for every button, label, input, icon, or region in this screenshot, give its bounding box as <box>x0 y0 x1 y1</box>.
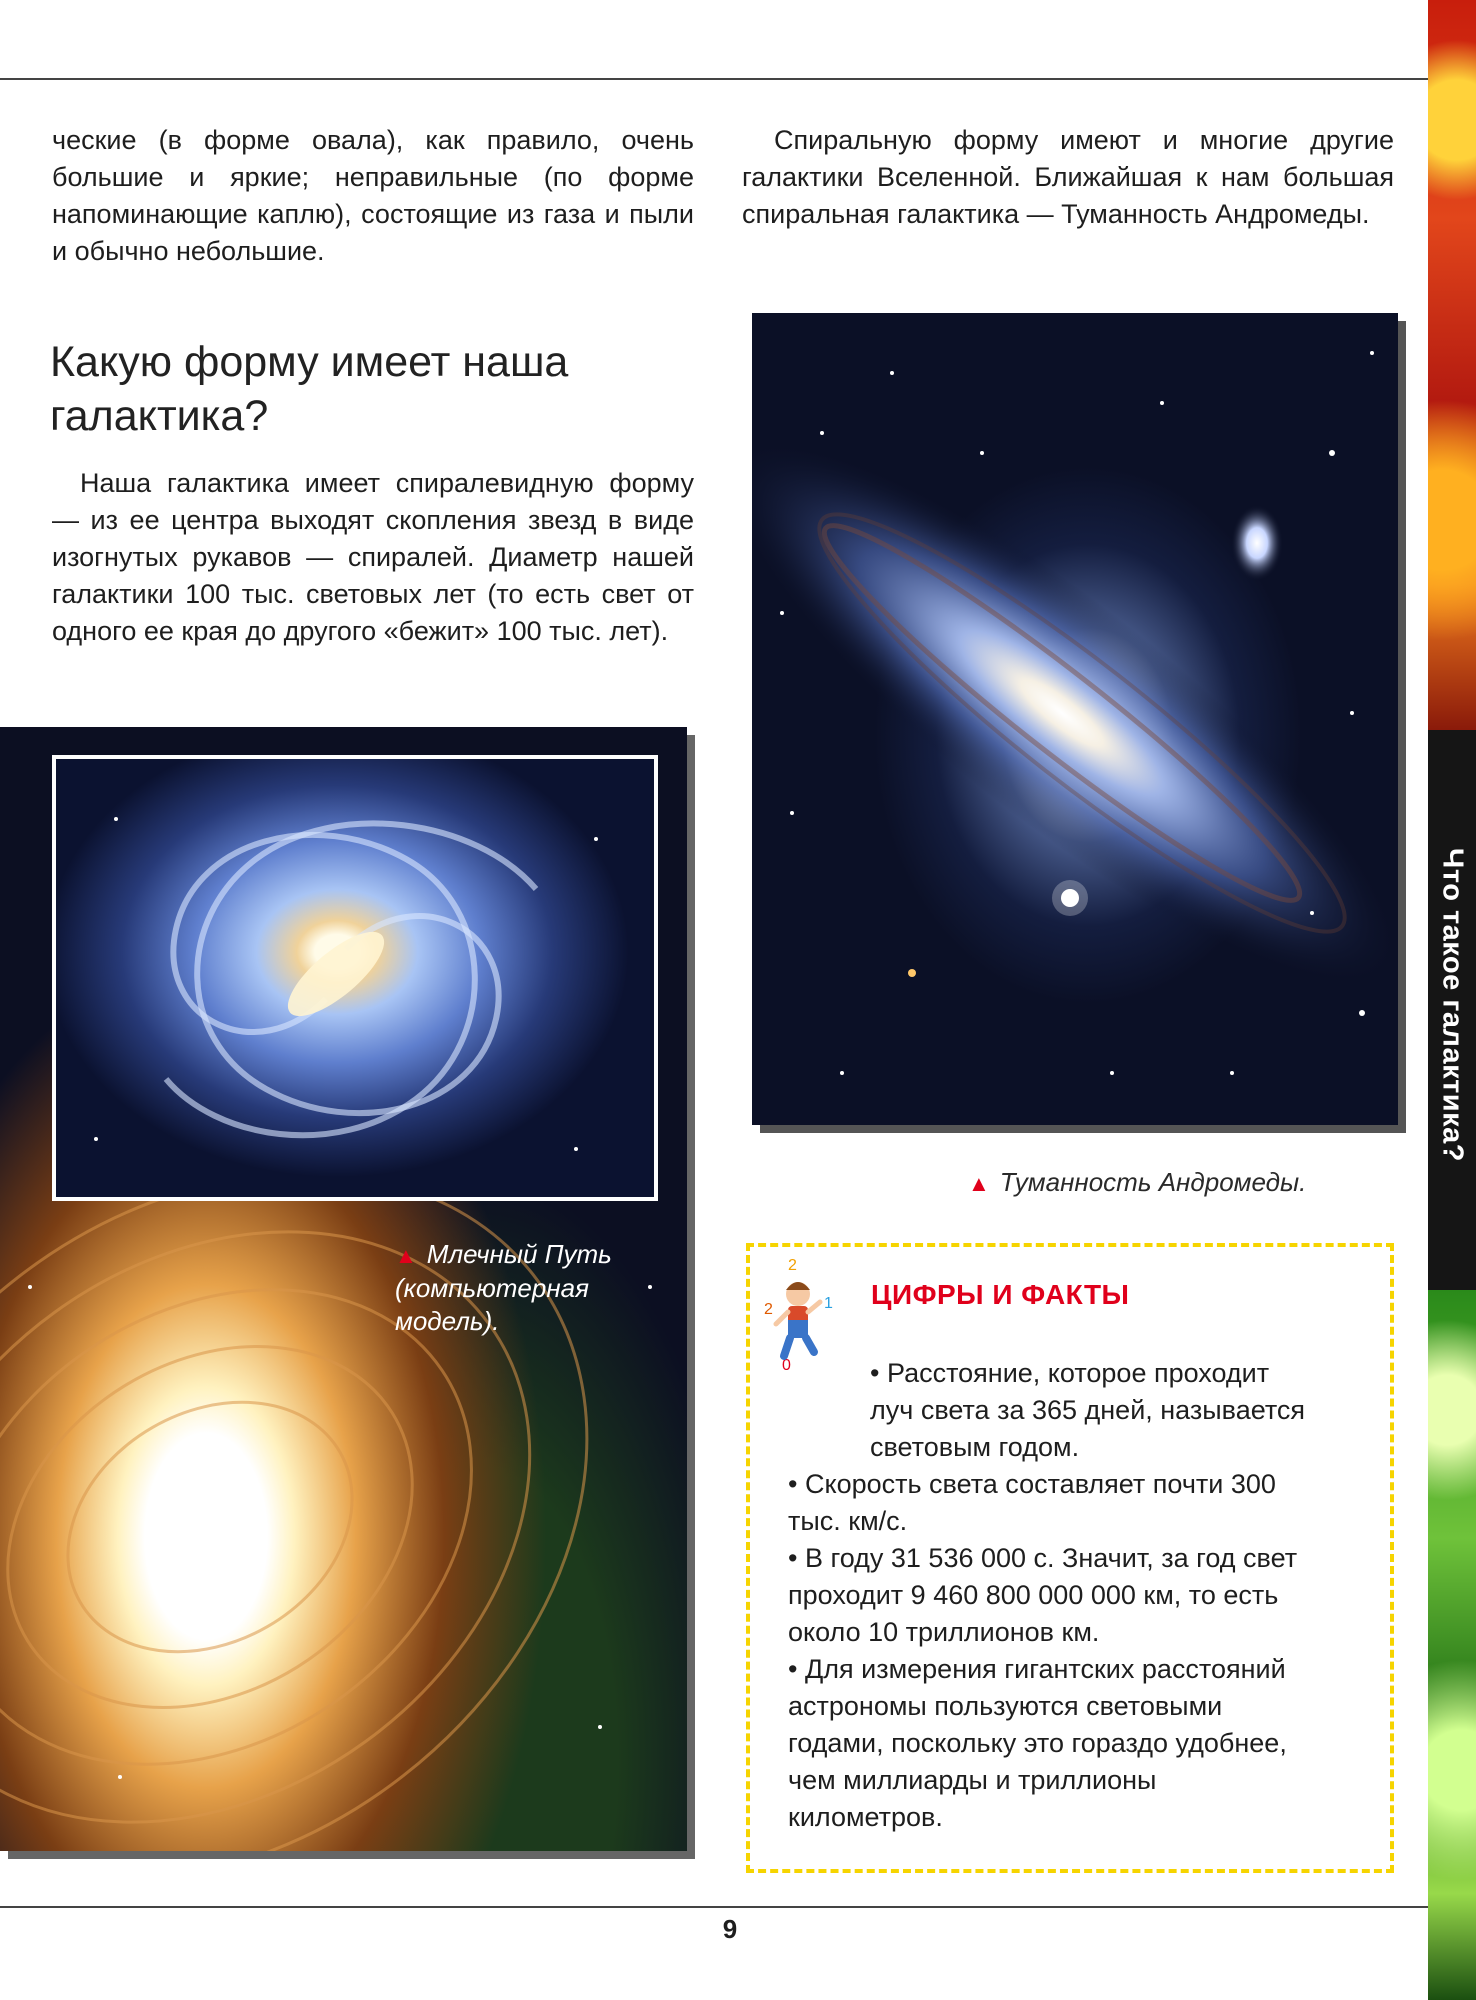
intro-right-paragraph: Спиральную форму имеют и многие другие галактики Вселенной. Ближайшая к нам большая спиральная галактика — Туманность Андромеды. <box>742 125 1394 229</box>
milky-way-inset <box>52 755 658 1201</box>
fact-item: • Для измерения гигантских расстояний астрономы пользуются световыми годами, поскольку это гораздо удобнее, чем миллиарды и триллионы километров. <box>788 1654 1287 1832</box>
fact-item: • Скорость света составляет почти 300 тыс. км/с. <box>788 1469 1276 1536</box>
section-body: Наша галактика имеет спиралевидную форму — из ее центра выходят скопления звезд в виде изогнутых рукавов — спиралей. Диаметр нашей галактики 100 тыс. световых лет (то есть свет от одного ее края до другого «бежит» 100 тыс. лет). <box>52 468 694 646</box>
mascot-boy-icon <box>758 1252 842 1372</box>
fact-item: • Расстояние, которое проходит луч света за 365 дней, называется световым годом. <box>870 1358 1306 1462</box>
side-tab-title: Что такое галактика? <box>1436 848 1469 1162</box>
milky-way-caption-text: Млечный Путь (компьютерная модель). <box>395 1239 612 1336</box>
andromeda-caption-text: Туманность Андромеды. <box>999 1167 1307 1197</box>
side-strip-green-image <box>1428 1290 1476 2000</box>
facts-list <box>788 1355 1316 1836</box>
side-strip-fire-image <box>1428 0 1476 730</box>
mascot-digit-4: 0 <box>782 1357 791 1372</box>
page-number: 9 <box>722 1914 738 1944</box>
milky-way-caption <box>395 1238 645 1338</box>
intro-left-paragraph: ческие (в форме овала), как правило, очень большие и яркие; неправильные (по форме напоминающие каплю), состоящие из газа и пыли и обычно небольшие. <box>52 125 694 266</box>
andromeda-caption <box>968 1166 1388 1200</box>
mascot-digit-1: 2 <box>788 1257 797 1274</box>
fact-item: • В году 31 536 000 с. Значит, за год свет проходит 9 460 800 000 000 км, то есть около 10 триллионов км. <box>788 1543 1298 1647</box>
mascot-digit-3: 1 <box>824 1295 833 1312</box>
bottom-rule <box>0 1906 1428 1908</box>
andromeda-photo <box>752 313 1398 1125</box>
facts-title: ЦИФРЫ И ФАКТЫ <box>871 1279 1130 1310</box>
caption-marker-icon: ▲ <box>395 1243 417 1268</box>
caption-marker-icon: ▲ <box>968 1171 990 1196</box>
mascot-digit-2: 2 <box>764 1301 773 1318</box>
top-rule <box>0 78 1428 80</box>
section-heading: Какую форму имеет наша галактика? <box>50 338 569 440</box>
